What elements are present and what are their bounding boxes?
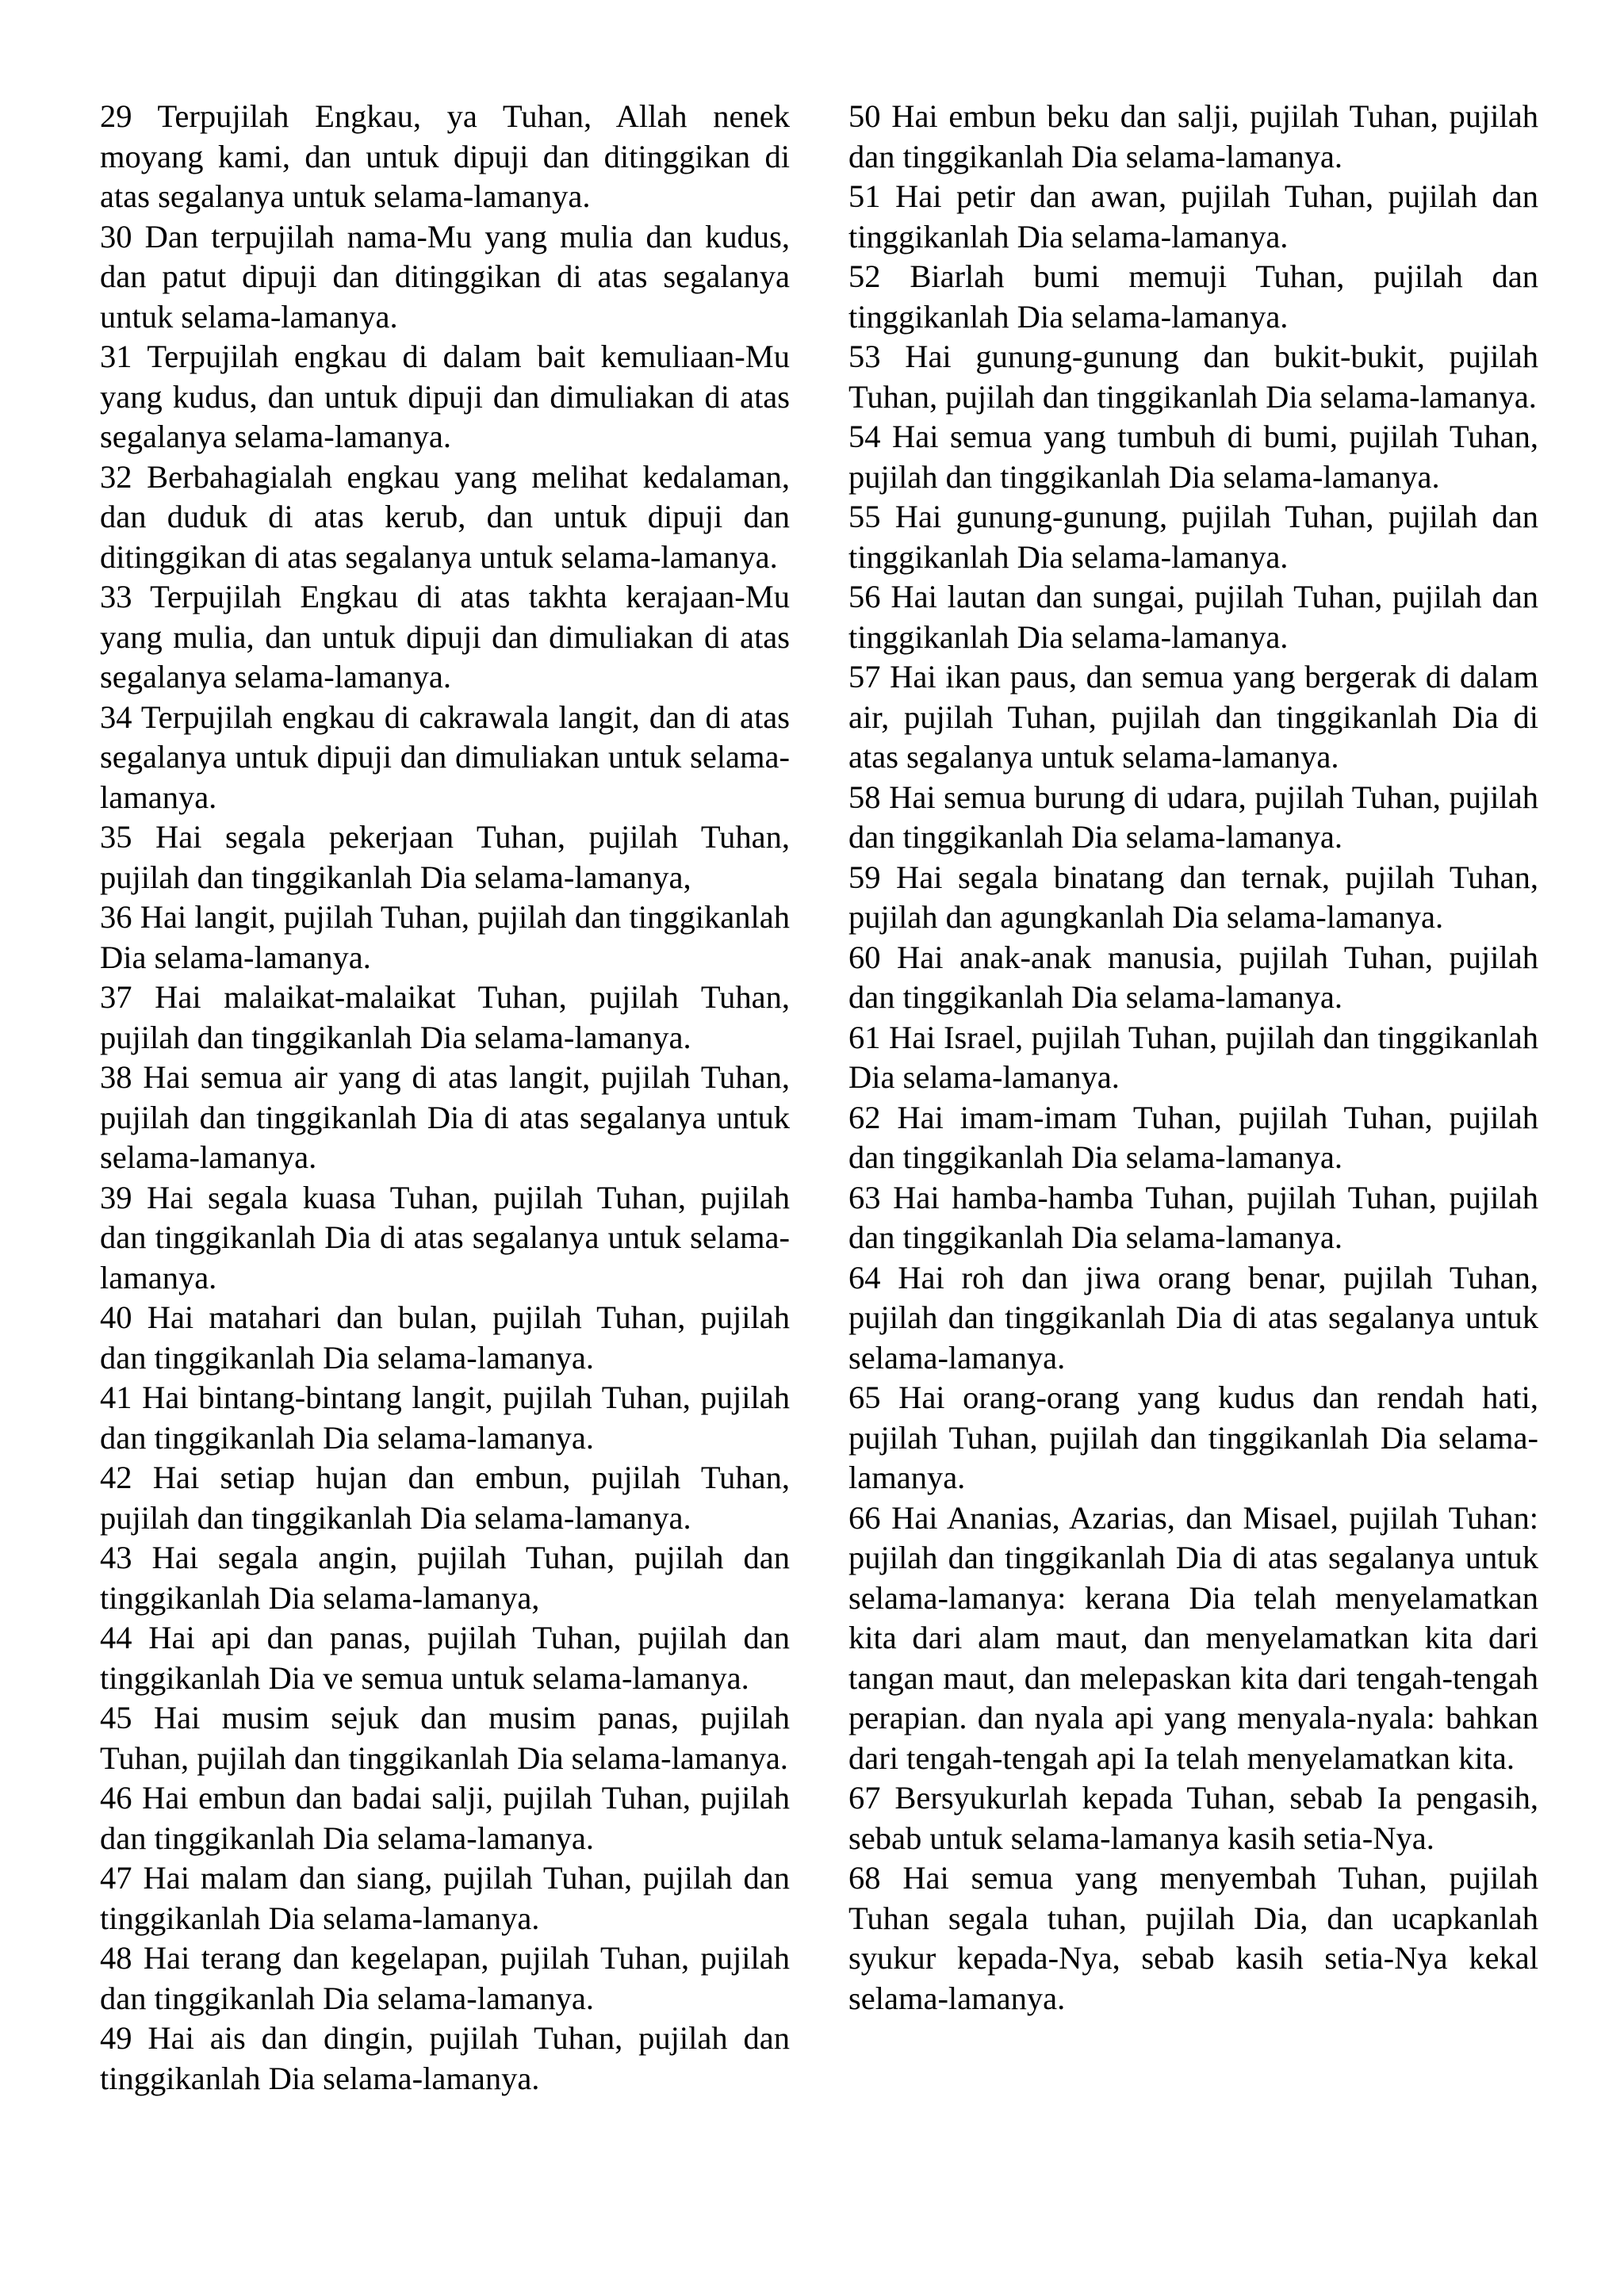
verse-59: 59 Hai segala binatang dan ternak, pujilah Tuhan, pujilah dan agungkanlah Dia selama-lamanya. [848, 859, 1538, 935]
verse-65: 65 Hai orang-orang yang kudus dan rendah hati, pujilah Tuhan, pujilah dan tinggikanlah Dia selama-lamanya. [848, 1380, 1538, 1495]
verse-42: 42 Hai setiap hujan dan embun, pujilah Tuhan, pujilah dan tinggikanlah Dia selama-lamanya. [100, 1460, 790, 1536]
verse-52: 52 Biarlah bumi memuji Tuhan, pujilah dan tinggikanlah Dia selama-lamanya. [848, 258, 1538, 335]
verse-67: 67 Bersyukurlah kepada Tuhan, sebab Ia pengasih, sebab untuk selama-lamanya kasih setia-Nya. [848, 1780, 1538, 1856]
verse-57: 57 Hai ikan paus, dan semua yang bergerak di dalam air, pujilah Tuhan, pujilah dan tinggikanlah Dia di atas segalanya untuk selama-lamanya. [848, 659, 1538, 775]
verse-55: 55 Hai gunung-gunung, pujilah Tuhan, pujilah dan tinggikanlah Dia selama-lamanya. [848, 499, 1538, 575]
verse-32: 32 Berbahagialah engkau yang melihat kedalaman, dan duduk di atas kerub, dan untuk dipuji dan ditinggikan di atas segalanya untuk selama-lamanya. [100, 458, 790, 575]
verse-31: 31 Terpujilah engkau di dalam bait kemuliaan-Mu yang kudus, dan untuk dipuji dan dimuliakan di atas segalanya selama-lamanya. [100, 339, 790, 454]
verse-45: 45 Hai musim sejuk dan musim panas, pujilah Tuhan, pujilah dan tinggikanlah Dia selama-lamanya. [100, 1700, 790, 1776]
verse-66: 66 Hai Ananias, Azarias, dan Misael, pujilah Tuhan: pujilah dan tinggikanlah Dia di atas segalanya untuk selama-lamanya: kerana Dia telah menyelamatkan kita dari alam maut, dan menyelamatkan kita dari tangan maut, dan melepaskan kita dari tengah-tengah perapian. dan nyala api yang menyala-nyala: bahkan dari tengah-tengah api Ia telah menyelamatkan kita. [848, 1499, 1538, 1776]
verse-36: 36 Hai langit, pujilah Tuhan, pujilah dan tinggikanlah Dia selama-lamanya. [100, 899, 790, 975]
verse-50: 50 Hai embun beku dan salji, pujilah Tuhan, pujilah dan tinggikanlah Dia selama-lamanya. [848, 98, 1538, 174]
verse-41: 41 Hai bintang-bintang langit, pujilah Tuhan, pujilah dan tinggikanlah Dia selama-lamanya. [100, 1380, 790, 1456]
verse-56: 56 Hai lautan dan sungai, pujilah Tuhan, pujilah dan tinggikanlah Dia selama-lamanya. [848, 579, 1538, 655]
verse-43: 43 Hai segala angin, pujilah Tuhan, pujilah dan tinggikanlah Dia selama-lamanya, [100, 1540, 790, 1616]
left-column [100, 97, 790, 2099]
verse-68: 68 Hai semua yang menyembah Tuhan, pujilah Tuhan segala tuhan, pujilah Dia, dan ucapkanlah syukur kepada-Nya, sebab kasih setia-Nya kekal selama-lamanya. [848, 1860, 1538, 2016]
verse-63: 63 Hai hamba-hamba Tuhan, pujilah Tuhan, pujilah dan tinggikanlah Dia selama-lamanya. [848, 1179, 1538, 1255]
verse-60: 60 Hai anak-anak manusia, pujilah Tuhan, pujilah dan tinggikanlah Dia selama-lamanya. [848, 939, 1538, 1015]
verse-34: 34 Terpujilah engkau di cakrawala langit, dan di atas segalanya untuk dipuji dan dimuliakan untuk selama-lamanya. [100, 698, 790, 815]
verse-35: 35 Hai segala pekerjaan Tuhan, pujilah Tuhan, pujilah dan tinggikanlah Dia selama-lamanya, [100, 819, 790, 895]
verse-62: 62 Hai imam-imam Tuhan, pujilah Tuhan, pujilah dan tinggikanlah Dia selama-lamanya. [848, 1099, 1538, 1175]
verse-58: 58 Hai semua burung di udara, pujilah Tuhan, pujilah dan tinggikanlah Dia selama-lamanya. [848, 779, 1538, 855]
verse-49: 49 Hai ais dan dingin, pujilah Tuhan, pujilah dan tinggikanlah Dia selama-lamanya. [100, 2020, 790, 2096]
verse-44: 44 Hai api dan panas, pujilah Tuhan, pujilah dan tinggikanlah Dia ve semua untuk selama-lamanya. [100, 1620, 790, 1696]
verse-53: 53 Hai gunung-gunung dan bukit-bukit, pujilah Tuhan, pujilah dan tinggikanlah Dia selama-lamanya. [848, 339, 1538, 415]
right-column [848, 97, 1538, 2019]
verse-39: 39 Hai segala kuasa Tuhan, pujilah Tuhan, pujilah dan tinggikanlah Dia di atas segalanya untuk selama-lamanya. [100, 1179, 790, 1295]
verse-54: 54 Hai semua yang tumbuh di bumi, pujilah Tuhan, pujilah dan tinggikanlah Dia selama-lamanya. [848, 419, 1538, 495]
verse-33: 33 Terpujilah Engkau di atas takhta kerajaan-Mu yang mulia, dan untuk dipuji dan dimuliakan di atas segalanya selama-lamanya. [100, 579, 790, 695]
verse-29: 29 Terpujilah Engkau, ya Tuhan, Allah nenek moyang kami, dan untuk dipuji dan ditinggikan di atas segalanya untuk selama-lamanya. [100, 98, 790, 214]
verse-64: 64 Hai roh dan jiwa orang benar, pujilah Tuhan, pujilah dan tinggikanlah Dia di atas segalanya untuk selama-lamanya. [848, 1259, 1538, 1376]
verse-30: 30 Dan terpujilah nama-Mu yang mulia dan kudus, dan patut dipuji dan ditinggikan di atas segalanya untuk selama-lamanya. [100, 218, 790, 335]
verse-40: 40 Hai matahari dan bulan, pujilah Tuhan, pujilah dan tinggikanlah Dia selama-lamanya. [100, 1299, 790, 1376]
verse-37: 37 Hai malaikat-malaikat Tuhan, pujilah Tuhan, pujilah dan tinggikanlah Dia selama-lamanya. [100, 979, 790, 1055]
verse-48: 48 Hai terang dan kegelapan, pujilah Tuhan, pujilah dan tinggikanlah Dia selama-lamanya. [100, 1940, 790, 2016]
verse-47: 47 Hai malam dan siang, pujilah Tuhan, pujilah dan tinggikanlah Dia selama-lamanya. [100, 1860, 790, 1936]
verse-38: 38 Hai semua air yang di atas langit, pujilah Tuhan, pujilah dan tinggikanlah Dia di atas segalanya untuk selama-lamanya. [100, 1059, 790, 1175]
verse-61: 61 Hai Israel, pujilah Tuhan, pujilah dan tinggikanlah Dia selama-lamanya. [848, 1019, 1538, 1095]
verse-46: 46 Hai embun dan badai salji, pujilah Tuhan, pujilah dan tinggikanlah Dia selama-lamanya. [100, 1780, 790, 1856]
verse-51: 51 Hai petir dan awan, pujilah Tuhan, pujilah dan tinggikanlah Dia selama-lamanya. [848, 178, 1538, 254]
